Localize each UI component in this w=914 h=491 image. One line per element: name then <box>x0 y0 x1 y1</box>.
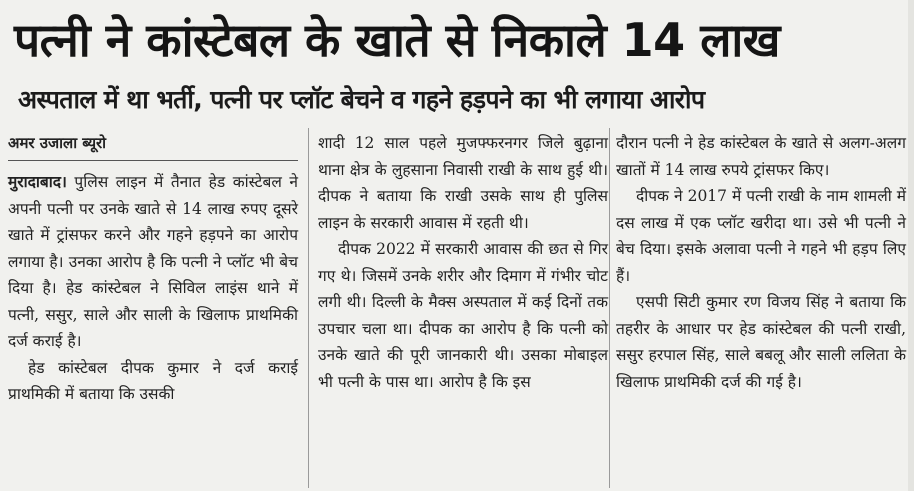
column-2-paragraph-1: शादी 12 साल पहले मुजफ्फरनगर जिले बुढ़ाना थाना क्षेत्र के लुहसाना निवासी राखी के साथ हुई थी। दीपक ने बताया कि राखी उसके साथ ही पुलिस लाइन के सरकारी आवास में रहती थी। <box>318 134 608 232</box>
page-edge <box>908 0 914 491</box>
article-column-3 <box>616 130 906 490</box>
column-3-paragraph-2: दीपक ने 2017 में पत्नी राखी के नाम शामली में दस लाख में एक प्लॉट खरीदा था। उसे भी पत्नी ने बेच दिया। इसके अलावा पत्नी ने गहने भी हड़प लिए हैं। <box>616 187 906 285</box>
column-3-paragraph-3: एसपी सिटी कुमार रण विजय सिंह ने बताया कि तहरीर के आधार पर हेड कांस्टेबल की पत्नी राखी, ससुर हरपाल सिंह, साले बबलू और साली ललिता के खिलाफ प्राथमिकी दर्ज की गई है। <box>616 293 906 391</box>
article-column-1 <box>8 130 298 490</box>
column-1-paragraph-1-text: पुलिस लाइन में तैनात हेड कांस्टेबल ने अपनी पत्नी पर उनके खाते से 14 लाख रुपए दूसरे खाते में ट्रांसफर करने और गहने हड़पने का आरोप लगाया है। उनका आरोप है कि पत्नी ने प्लॉट भी बेच दिया है। हेड कांस्टेबल ने सिविल लाइंस थाने में पत्नी, ससुर, साले और साली के खिलाफ प्राथमिकी दर्ज कराई है। <box>8 173 298 350</box>
column-1-paragraph-1 <box>8 169 298 355</box>
column-3-paragraph-1: दौरान पत्नी ने हेड कांस्टेबल के खाते से अलग-अलग खातों में 14 लाख रुपये ट्रांसफर किए। <box>616 134 906 179</box>
dateline: मुरादाबाद। <box>8 173 67 191</box>
subheadline: अस्पताल में था भर्ती, पत्नी पर प्लॉट बेचने व गहने हड़पने का भी लगाया आरोप <box>18 85 705 114</box>
column-rule-2 <box>609 128 610 488</box>
column-1-paragraph-2: हेड कांस्टेबल दीपक कुमार ने दर्ज कराई प्राथमिकी में बताया कि उसकी <box>8 358 298 403</box>
column-rule-1 <box>308 128 309 488</box>
byline: अमर उजाला ब्यूरो <box>8 130 298 161</box>
headline: पत्नी ने कांस्टेबल के खाते से निकाले 14 लाख <box>14 13 780 67</box>
column-2-paragraph-2: दीपक 2022 में सरकारी आवास की छत से गिर गए थे। जिसमें उनके शरीर और दिमाग में गंभीर चोट लगी थी। दिल्ली के मैक्स अस्पताल में कई दिनों तक उपचार चला था। दीपक का आरोप है कि पत्नी को उनके खाते की पूरी जानकारी थी। उसका मोबाइल भी पत्नी के पास था। आरोप है कि इस <box>318 240 608 391</box>
article-column-2 <box>318 130 608 490</box>
